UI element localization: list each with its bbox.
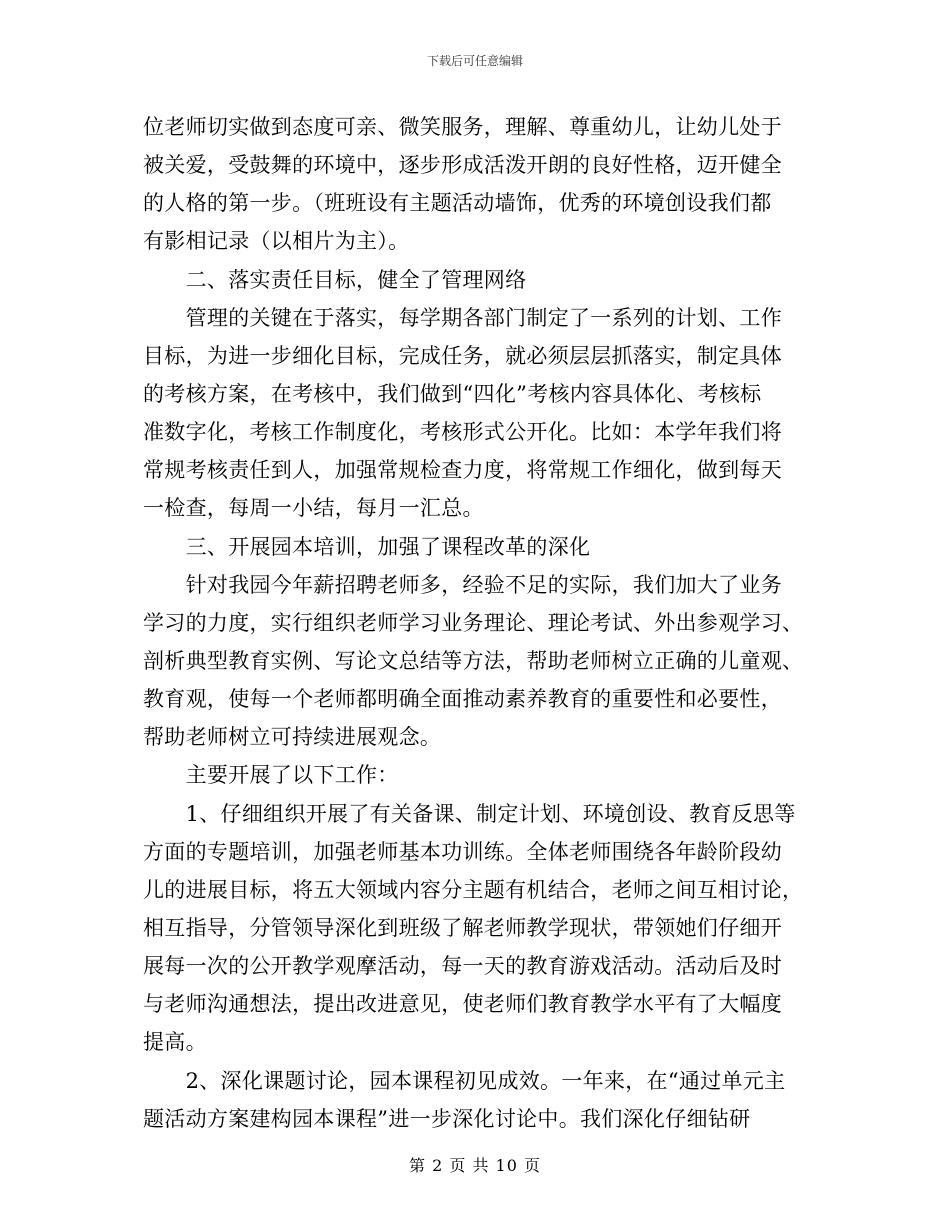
- text-line: 儿的进展目标，将五大领域内容分主题有机结合，老师之间互相讨论，: [143, 877, 804, 902]
- text-line: 一检查，每周一小结，每月一汇总。: [143, 496, 484, 521]
- text-line: 提高。: [143, 1030, 207, 1055]
- text-line: 管理的关键在于落实，每学期各部门制定了一系列的计划、工作: [143, 305, 782, 330]
- section-heading: 二、落实责任目标，健全了管理网络: [143, 267, 527, 292]
- text-line: 教育观，使每一个老师都明确全面推动素养教育的重要性和必要性，: [143, 687, 782, 712]
- text-line: 2、深化课题讨论，园本课程初见成效。一年来，在“通过单元主: [143, 1068, 786, 1093]
- text-line: 与老师沟通想法，提出改进意见，使老师们教育教学水平有了大幅度: [143, 992, 782, 1017]
- text-line: 1、仔细组织开展了有关备课、制定计划、环境创设、教育反思等: [143, 801, 796, 826]
- section-heading: 三、开展园本培训，加强了课程改革的深化: [143, 534, 591, 559]
- text-line: 帮助老师树立可持续进展观念。: [143, 725, 442, 750]
- text-line: 准数字化，考核工作制度化，考核形式公开化。比如：本学年我们将: [143, 420, 782, 445]
- text-line: 方面的专题培训，加强老师基本功训练。全体老师围绕各年龄阶段幼: [143, 839, 782, 864]
- text-line: 针对我园今年薪招聘老师多，经验不足的实际，我们加大了业务: [143, 572, 782, 597]
- page-number: 第 2 页 共 10 页: [409, 1156, 541, 1175]
- text-line: 有影相记录（以相片为主）。: [143, 229, 410, 254]
- text-line: 位老师切实做到态度可亲、微笑服务，理解、尊重幼儿，让幼儿处于: [143, 115, 782, 139]
- page-header: 下载后可任意编辑: [426, 54, 523, 68]
- text-line: 展每一次的公开教学观摩活动，每一天的教育游戏活动。活动后及时: [143, 954, 782, 979]
- text-line: 目标，为进一步细化目标，完成任务，就必须层层抓落实，制定具体: [143, 343, 782, 368]
- text-line: 学习的力度，实行组织老师学习业务理论、理论考试、外出参观学习、: [143, 610, 804, 635]
- text-line: 主要开展了以下工作：: [143, 763, 399, 788]
- document-body: [143, 108, 813, 1138]
- text-line: 题活动方案建构园本课程”进一步深化讨论中。我们深化仔细钻研: [143, 1106, 751, 1131]
- text-line: 相互指导，分管领导深化到班级了解老师教学现状，带领她们仔细开: [143, 915, 782, 940]
- text-line: 常规考核责任到人，加强常规检查力度，将常规工作细化，做到每天: [143, 458, 782, 483]
- text-line: 的人格的第一步。（班班设有主题活动墙饰，优秀的环境创设我们都: [143, 191, 772, 216]
- text-line: 被关爱，受鼓舞的环境中，逐步形成活泼开朗的良好性格，迈开健全: [143, 153, 782, 178]
- text-line: 剖析典型教育实例、写论文总结等方法，帮助老师树立正确的儿童观、: [143, 648, 804, 673]
- text-line: 的考核方案，在考核中，我们做到“四化”考核内容具体化、考核标: [143, 381, 762, 406]
